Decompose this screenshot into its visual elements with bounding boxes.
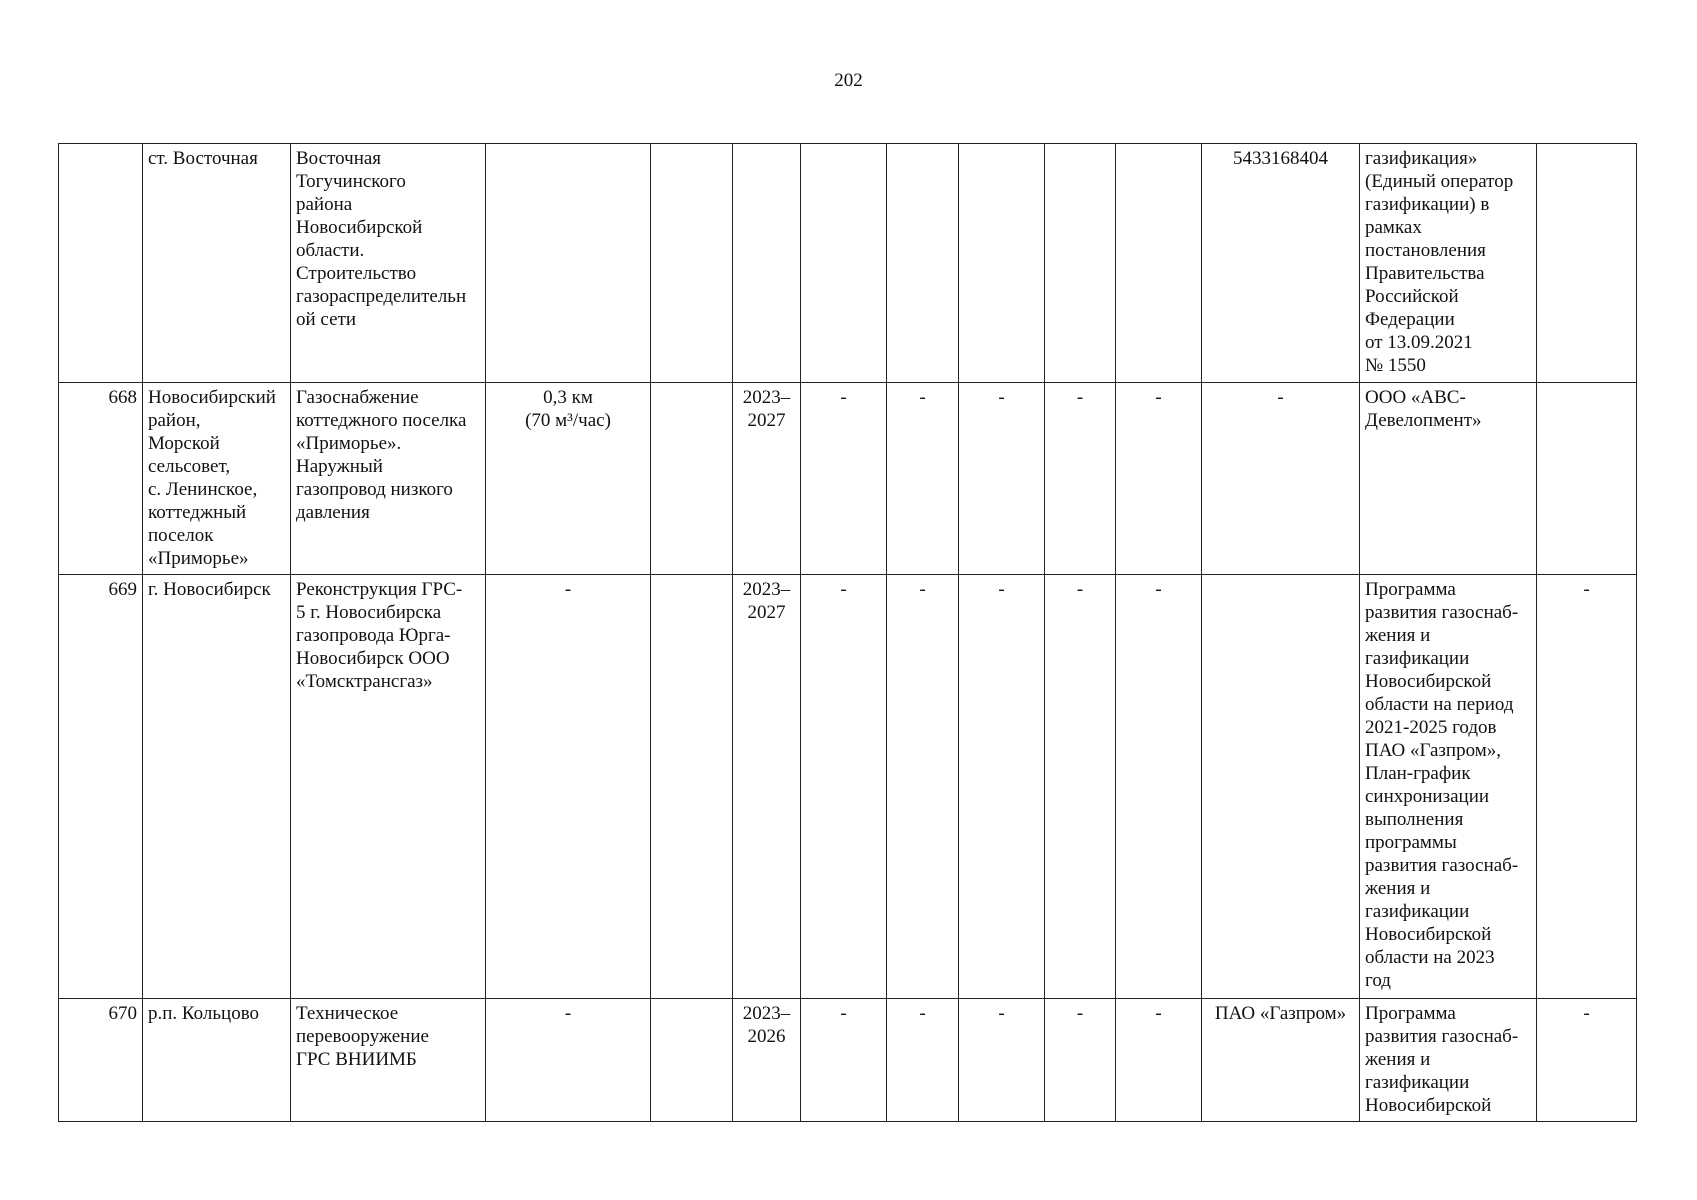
dash-cell: - bbox=[887, 999, 959, 1122]
dash-cell: - bbox=[1116, 999, 1202, 1122]
basis-cell: Программа развития газоснаб- жения и газификации Новосибирской bbox=[1360, 999, 1537, 1122]
table-row bbox=[59, 383, 1637, 575]
row-number-cell: 670 bbox=[59, 999, 143, 1122]
location-cell: г. Новосибирск bbox=[143, 575, 291, 999]
last-cell: - bbox=[1537, 575, 1637, 999]
capacity-cell: - bbox=[486, 575, 651, 999]
operator-cell: - bbox=[1202, 383, 1360, 575]
row-number-cell: 668 bbox=[59, 383, 143, 575]
last-cell bbox=[1537, 383, 1637, 575]
capacity-cell bbox=[486, 144, 651, 383]
dash-cell: - bbox=[1045, 575, 1116, 999]
basis-cell: газификация» (Единый оператор газификации) в рамках постановления Правительства Российской Федерации от 13.09.2021 № 1550 bbox=[1360, 144, 1537, 383]
table-body bbox=[59, 144, 1637, 1122]
location-cell: Новосибирский район, Морской сельсовет, с. Ленинское, коттеджный поселок «Приморье» bbox=[143, 383, 291, 575]
dash-cell: - bbox=[1116, 383, 1202, 575]
capacity-cell: - bbox=[486, 999, 651, 1122]
object-cell: Техническое перевооружение ГРС ВНИИМБ bbox=[291, 999, 486, 1122]
object-cell: Восточная Тогучинского района Новосибирской области. Строительство газораспределительн ой сети bbox=[291, 144, 486, 383]
dash-cell: - bbox=[959, 383, 1045, 575]
dash-cell bbox=[959, 144, 1045, 383]
dash-cell: - bbox=[801, 383, 887, 575]
period-cell: 2023– 2027 bbox=[733, 383, 801, 575]
dash-cell bbox=[1045, 144, 1116, 383]
dash-cell: - bbox=[801, 575, 887, 999]
period-cell: 2023– 2027 bbox=[733, 575, 801, 999]
dash-cell: - bbox=[1116, 575, 1202, 999]
row-number-cell bbox=[59, 144, 143, 383]
dash-cell: - bbox=[959, 575, 1045, 999]
empty-cell bbox=[651, 575, 733, 999]
object-cell: Реконструкция ГРС- 5 г. Новосибирска газопровода Юрга- Новосибирск ООО «Томсктрансгаз» bbox=[291, 575, 486, 999]
last-cell: - bbox=[1537, 999, 1637, 1122]
location-cell: р.п. Кольцово bbox=[143, 999, 291, 1122]
period-cell bbox=[733, 144, 801, 383]
empty-cell bbox=[651, 383, 733, 575]
dash-cell bbox=[887, 144, 959, 383]
basis-cell: Программа развития газоснаб- жения и газификации Новосибирской области на период 2021-2025 годов ПАО «Газпром», План-график синхронизации выполнения программы развития газоснаб- жения и газификации Новосибирской области на 2023 год bbox=[1360, 575, 1537, 999]
page-number: 202 bbox=[834, 70, 863, 91]
dash-cell: - bbox=[1045, 999, 1116, 1122]
operator-cell bbox=[1202, 575, 1360, 999]
table-row bbox=[59, 999, 1637, 1122]
dash-cell bbox=[1116, 144, 1202, 383]
location-cell: ст. Восточная bbox=[143, 144, 291, 383]
dash-cell: - bbox=[801, 999, 887, 1122]
dash-cell: - bbox=[959, 999, 1045, 1122]
row-number-cell: 669 bbox=[59, 575, 143, 999]
period-cell: 2023– 2026 bbox=[733, 999, 801, 1122]
operator-cell: ПАО «Газпром» bbox=[1202, 999, 1360, 1122]
dash-cell: - bbox=[887, 383, 959, 575]
table-row bbox=[59, 144, 1637, 383]
empty-cell bbox=[651, 999, 733, 1122]
capacity-cell: 0,3 км (70 м³/час) bbox=[486, 383, 651, 575]
dash-cell bbox=[801, 144, 887, 383]
table-row bbox=[59, 575, 1637, 999]
empty-cell bbox=[651, 144, 733, 383]
last-cell bbox=[1537, 144, 1637, 383]
basis-cell: ООО «АВС- Девелопмент» bbox=[1360, 383, 1537, 575]
data-table bbox=[58, 143, 1637, 1122]
operator-cell: 5433168404 bbox=[1202, 144, 1360, 383]
dash-cell: - bbox=[887, 575, 959, 999]
dash-cell: - bbox=[1045, 383, 1116, 575]
object-cell: Газоснабжение коттеджного поселка «Приморье». Наружный газопровод низкого давления bbox=[291, 383, 486, 575]
